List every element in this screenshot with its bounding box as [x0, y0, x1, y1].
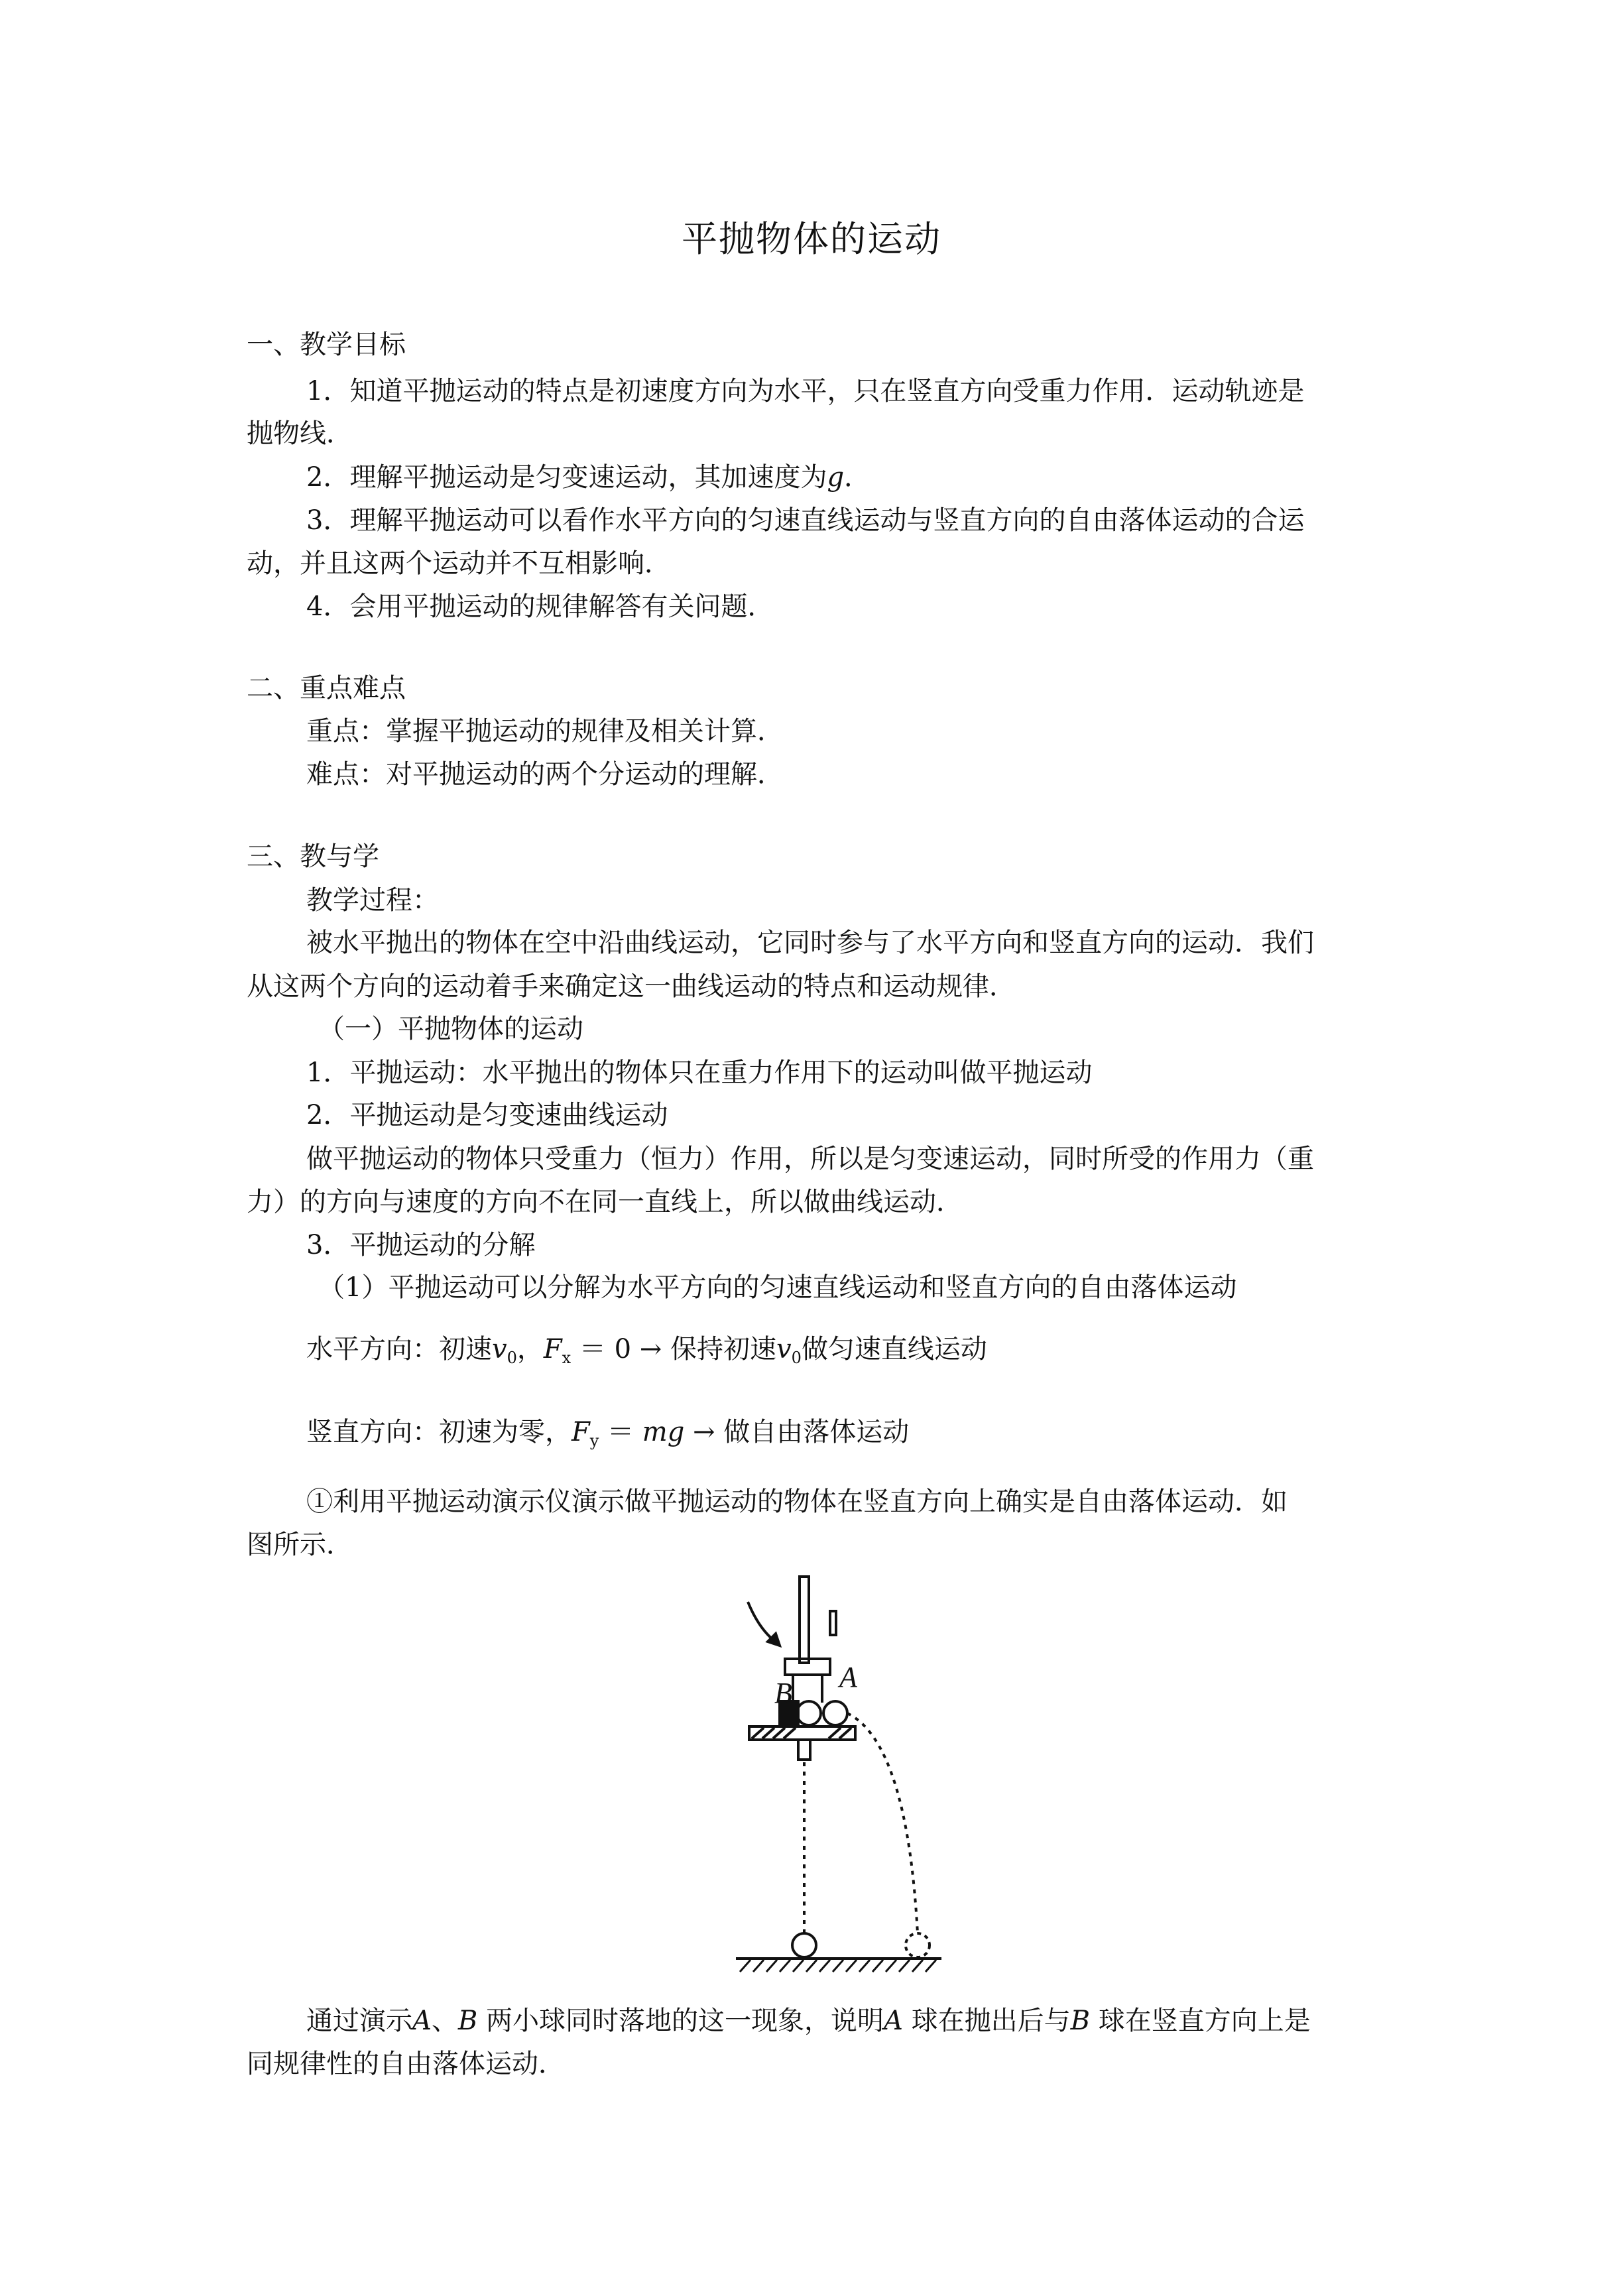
vertical-direction-formula: 竖直方向：初速为零，$F_y$ ＝ mg → 做自由落体运动: [306, 1417, 910, 1450]
objective-3-line-2: 动，并且这两个运动并不互相影响．: [247, 548, 671, 579]
intro-line-2: 从这两个方向的运动着手来确定这一曲线运动的特点和运动规律．: [247, 971, 1016, 1002]
horizontal-direction-formula: 水平方向：初速$v_0$，$F_x = 0$ → 保持初速$v_0$做匀速直线运动: [306, 1334, 987, 1367]
projectile-path: [847, 1713, 918, 1933]
intro-line-1: 被水平抛出的物体在空中沿曲线运动，它同时参与了水平方向和竖直方向的运动．我们: [306, 928, 1314, 958]
point-3-1: （1）平抛运动可以分解为水平方向的匀速直线运动和竖直方向的自由落体运动: [318, 1272, 1237, 1303]
ball-b: [797, 1701, 821, 1725]
projectile-demo-figure: [736, 1570, 981, 1988]
demo-line-1: ①利用平抛运动演示仪演示做平抛运动的物体在竖直方向上确实是自由落体运动．如: [306, 1486, 1288, 1517]
ball-b-landed: [792, 1933, 816, 1957]
label-a: A: [839, 1661, 857, 1693]
top-marker: [830, 1611, 836, 1635]
ground-hatching: [740, 1960, 936, 1972]
objective-1-line-2: 抛物线．: [247, 418, 353, 449]
demo-line-2: 图所示．: [247, 1530, 353, 1560]
point-1: 1．平抛运动：水平抛出的物体只在重力作用下的运动叫做平抛运动: [306, 1057, 1093, 1088]
label-b: B: [774, 1677, 792, 1709]
conclusion-line-1: 通过演示A、B 两小球同时落地的这一现象，说明A 球在抛出后与B 球在竖直方向上是: [306, 2006, 1311, 2036]
stand-column: [798, 1740, 810, 1760]
section-heading-teaching: 三、教与学: [247, 841, 379, 872]
section-heading-objectives: 一、教学目标: [247, 330, 406, 360]
ball-a-landed: [906, 1933, 930, 1957]
objective-2: 2．理解平抛运动是匀变速运动，其加速度为g．: [306, 462, 871, 493]
objective-3-line-1: 3．理解平抛运动可以看作水平方向的匀速直线运动与竖直方向的自由落体运动的合运: [306, 505, 1305, 536]
teaching-process-label: 教学过程：: [306, 885, 439, 916]
section-heading-key-points: 二、重点难点: [247, 673, 406, 703]
conclusion-line-2: 同规律性的自由落体运动．: [247, 2049, 565, 2079]
objective-1-line-1: 1．知道平抛运动的特点是初速度方向为水平，只在竖直方向受重力作用．运动轨迹是: [306, 376, 1305, 406]
difficulty: 难点：对平抛运动的两个分运动的理解．: [306, 759, 784, 790]
key-point: 重点：掌握平抛运动的规律及相关计算．: [306, 716, 784, 747]
objective-4: 4．会用平抛运动的规律解答有关问题．: [306, 591, 774, 622]
point-2: 2．平抛运动是匀变速曲线运动: [306, 1100, 668, 1130]
point-3: 3．平抛运动的分解: [306, 1230, 536, 1260]
point-2-desc-line-1: 做平抛运动的物体只受重力（恒力）作用，所以是匀变速运动，同时所受的作用力（重: [306, 1144, 1314, 1174]
page-title: 平抛物体的运动: [682, 218, 941, 260]
hammer-rod: [800, 1577, 809, 1663]
ball-a: [823, 1701, 847, 1725]
subsection-heading: （一）平抛物体的运动: [318, 1014, 583, 1044]
point-2-desc-line-2: 力）的方向与速度的方向不在同一直线上，所以做曲线运动．: [247, 1187, 963, 1217]
